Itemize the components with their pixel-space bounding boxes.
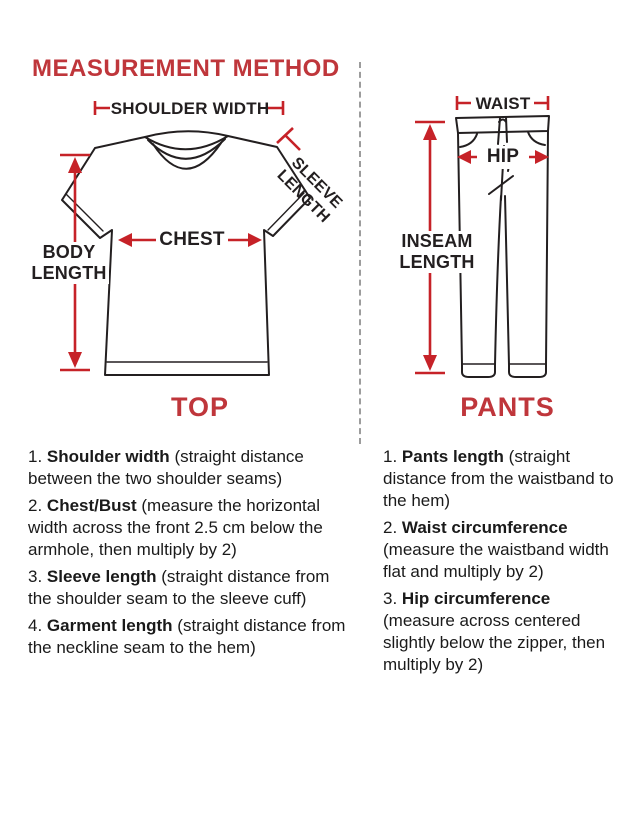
top-instructions-list [28, 446, 352, 664]
sleeve-length-tick [277, 128, 300, 150]
instruction-term: Waist circumference [401, 518, 568, 537]
instruction-desc: (straight distance from the neckline seam to the hem) [28, 616, 346, 657]
page-title: MEASUREMENT METHOD [32, 55, 340, 82]
instruction-item [28, 615, 352, 659]
inseam-length-label: INSEAM LENGTH [393, 231, 481, 273]
chest-label: CHEST [156, 229, 228, 252]
instruction-number: 3. [28, 567, 43, 586]
instruction-number: 4. [28, 616, 43, 635]
instruction-desc: (measure the horizontal width across the front 2.5 cm below the armhole, then multiply by 2) [28, 496, 323, 559]
instruction-number: 2. [28, 496, 43, 515]
column-divider [359, 62, 361, 444]
waist-label: WAIST [475, 94, 531, 113]
instruction-number: 3. [383, 589, 398, 608]
instruction-item [383, 446, 625, 512]
pants-caption: PANTS [460, 392, 555, 422]
body-length-label: BODY LENGTH [29, 242, 109, 284]
instruction-desc: (straight distance from the shoulder seam to the sleeve cuff) [28, 567, 330, 608]
instruction-item [383, 588, 625, 676]
instruction-number: 2. [383, 518, 398, 537]
instruction-desc: (straight distance from the waistband to the hem) [383, 447, 614, 510]
instruction-term: Chest/Bust [46, 496, 137, 515]
instruction-term: Garment length [46, 616, 173, 635]
instruction-desc: (measure across centered slightly below the zipper, then multiply by 2) [383, 611, 606, 674]
pants-instructions-list [383, 446, 625, 681]
hip-label: HIP [477, 146, 529, 169]
instruction-item [383, 517, 625, 583]
instruction-item [28, 495, 352, 561]
shoulder-width-label: SHOULDER WIDTH [110, 99, 270, 118]
instruction-number: 1. [28, 447, 43, 466]
instruction-term: Pants length [401, 447, 504, 466]
top-caption: TOP [170, 392, 229, 422]
instruction-item [28, 446, 352, 490]
instruction-item [28, 566, 352, 610]
instruction-term: Sleeve length [46, 567, 157, 586]
sleeve-length-label: SLEEVE LENGTH [273, 154, 346, 227]
instruction-term: Shoulder width [46, 447, 170, 466]
instruction-term: Hip circumference [401, 589, 551, 608]
instruction-desc: (measure the waistband width flat and multiply by 2) [383, 540, 609, 581]
instruction-desc: (straight distance between the two shoulder seams) [28, 447, 304, 488]
instruction-number: 1. [383, 447, 398, 466]
